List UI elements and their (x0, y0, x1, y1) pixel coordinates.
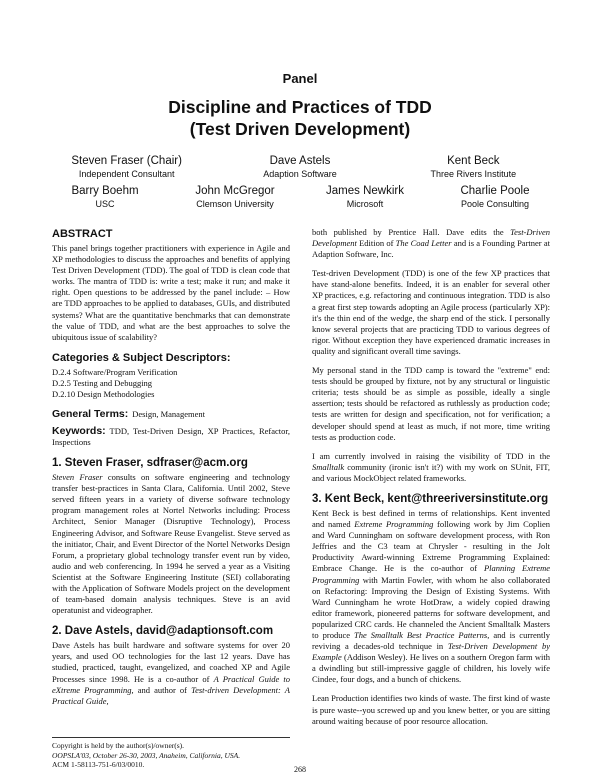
section-2-text (52, 640, 290, 707)
author-name: Steven Fraser (Chair) (71, 155, 182, 167)
author-row-2 (40, 184, 560, 210)
section-3-part: (Addison Wesley). He lives on a southern Oregon farm with a dwindling but still-impressive gaggle of children, his lovely wife Cindee, four dogs, and a bunch of chickens. (312, 652, 550, 685)
section-2-part: and is a Founding Partner at Adaption Software, Inc. (312, 238, 550, 260)
author-name: Dave Astels (269, 155, 331, 167)
section-3-part: with Martin Fowler, with whom he also collaborated on Refactoring: Improving the Design of Existing Systems. With Ward Cunningham he wrote HotDraw, a widely copied drawing editor framework, pioneered patterns for software development, and popularized CRC cards. He channeled the Ancient Smalltalk Masters to produce (312, 574, 550, 640)
author-affiliation: Clemson University (196, 199, 274, 209)
book-title: Test-driven Development: A Practical Guide, (52, 684, 290, 706)
abstract-heading: ABSTRACT (52, 228, 113, 240)
author-poole (430, 184, 560, 210)
general-terms (52, 404, 290, 422)
general-terms-heading: General Terms: (52, 407, 129, 420)
keywords-value: TDD, Test-Driven Design, XP Practices, Refactor, Inspections (52, 425, 290, 447)
book-title: The Smalltalk Best Practice Patterns (354, 630, 488, 640)
tdd-paragraph-1: Test-driven Development (TDD) is one of the few XP practices that have stand-alone benefits. Indeed, it is an enabler for several other XP practices, e.g. refactoring and continuous integration. TDD is also a great first step towards adopting an Agile process (particularly XP): it's the thin end of the wedge, the sharp end of the stick. I personally know several projects that are practicing TDD to various degrees of rigor. Without exception they have experienced dramatic increases in quality and significant overall time savings. (312, 268, 550, 356)
section-2-part: , and author of (131, 684, 192, 695)
author-affiliation: USC (95, 199, 115, 209)
author-name: James Newkirk (326, 185, 404, 197)
right-column (312, 227, 550, 727)
author-name: Barry Boehm (71, 185, 139, 197)
tdd-paragraph-3 (312, 451, 550, 484)
author-affiliation: Independent Consultant (78, 169, 175, 179)
tdd-paragraph-2: My personal stand in the TDD camp is toward the "extreme" end: tests should be grouped by fixture, not by any structural or linguistic criteria; tests should be as simple as possible, ideally a single assertion; tests should be refactored as ruthlessly as production code; tests are written for design and specification, not for verification; a developer should spend at least as much, if not more, time writing tests as production code. (312, 365, 550, 442)
category-item: D.2.4 Software/Program Verification (52, 366, 178, 377)
author-affiliation: Poole Consulting (460, 199, 530, 209)
author-row-1 (40, 154, 560, 180)
conference-line (52, 751, 290, 761)
paper-title (0, 96, 600, 140)
author-name: John McGregor (195, 185, 275, 197)
general-terms-value: Design, Management (132, 408, 205, 419)
section-3-text (312, 508, 550, 686)
book-title: A Practical Guide to eXtreme Programming (52, 673, 290, 695)
category-item: D.2.5 Testing and Debugging (52, 377, 153, 388)
category-item: D.2.10 Design Methodologies (52, 388, 155, 399)
page-number: 268 (294, 765, 306, 774)
section-1-body: consults on software engineering and technology transfer best-practices in Santa Clara, California. Until 2002, Steve served fifteen years in a variety of diverse software technology program management roles at Nortel Networks including: Process Architect, Senior Manager (Disruptive Technology), Process Engineering Advisor, and Software Reuse Evangelist. Steve served as the initiator, Chair, and Event Director of the Nortel Networks Design Forum, a proprietary global technology transfer event run by video, audio and web conferencing. In 1994 he served a year as a Visiting Scientist at the Software Engineering Institute (SEI) collaborating with the Application of Software Models project on the development of team-based domain analysis techniques. Steve is an avid operatunist and videographer. (52, 472, 290, 616)
paragraph-part: community (ironic isn't it?) with my work on SUnit, FIT, and various MockObject related frameworks. (312, 461, 550, 483)
author-name: Charlie Poole (460, 185, 530, 197)
section-1-text (52, 472, 290, 616)
paragraph-part: I am currently involved in raising the visibility of TDD in the (312, 450, 550, 461)
panel-label: Panel (282, 71, 318, 86)
author-newkirk (300, 184, 430, 210)
categories-list (52, 367, 290, 400)
section-3-paragraph-2: Lean Production identifies two kinds of waste. The first kind of waste is pure waste--you screwed up and you knew better, or you are sitting around waiting because of poor resource allocation. (312, 693, 550, 726)
author-beck (387, 154, 560, 180)
categories-heading: Categories & Subject Descriptors: (52, 351, 231, 364)
paragraph-emphasis: Smalltalk (312, 461, 345, 472)
section-1-lead: Steven Fraser (52, 472, 103, 483)
book-title: Extreme Programming (354, 519, 434, 530)
book-title: Test-Driven Development by Example (312, 641, 551, 663)
author-affiliation: Adaption Software (263, 169, 337, 179)
section-1-heading: 1. Steven Fraser, sdfraser@acm.org (52, 457, 248, 470)
author-astels (213, 154, 386, 180)
author-fraser (40, 154, 213, 180)
acm-line: ACM 1-58113-751-6/03/0010. (52, 760, 145, 769)
book-title: Test-Driven Development (312, 227, 550, 249)
conference-text: OOPSLA'03, October 26-30, 2003, Anaheim, California, USA. (52, 750, 241, 760)
section-3-part: , and is currently reviving a decades-old technique in (312, 630, 550, 652)
author-affiliation: Three Rivers Institute (430, 169, 517, 179)
author-mcgregor (170, 184, 300, 210)
author-boehm (40, 184, 170, 210)
author-affiliation: Microsoft (346, 199, 384, 209)
section-2-heading: 2. Dave Astels, david@adaptionsoft.com (52, 625, 274, 638)
section-3-part: following work by Jim Coplien and Ward Cunningham on software development process, with Ron Jeffries and the C3 team at Chrysler - resulting in the Jolt Productivity Award-winning Extreme Programming Explained: Embrace Change. He is the co-author of (312, 519, 550, 574)
author-name: Kent Beck (447, 155, 500, 167)
section-3-heading: 3. Kent Beck, kent@threeriversinstitute.org (312, 492, 549, 505)
keywords-heading: Keywords: (52, 424, 106, 437)
section-2-continued (312, 227, 550, 260)
copyright-line: Copyright is held by the author(s)/owner(s). (52, 741, 185, 750)
section-2-part: Edition of (356, 238, 396, 249)
section-3-part: Kent Beck is best defined in terms of relationships. Kent invented and named (312, 507, 550, 530)
section-2-part: both published by Prentice Hall. Dave edits the (312, 227, 511, 237)
keywords (52, 426, 290, 448)
book-title: Planning Extreme Programming (312, 563, 551, 585)
title-line-1: Discipline and Practices of TDD (168, 97, 432, 117)
title-line-2: (Test Driven Development) (189, 119, 411, 139)
abstract-text: This panel brings together practitioners with experience in Agile and XP methodologies to discuss the approaches and benefits of applying Test Driven Development (TDD). The goal of TDD is clean code that works. The mantra of TDD is: write a test; make it run; and make it right. Open questions to be addressed by the panel include: – How are TDD approaches to be applied to databases, GUIs, and distributed systems? What are the quantitative benchmarks that can demonstrate the value of TDD, and what are the best approaches to solve the ubiquitous issue of scalability? (52, 243, 290, 342)
section-2-part: Dave Astels has built hardware and software systems for over 20 years, and used OO technologies for the last 12 years. Dave has studied, practiced, taught, evangelized, and coached XP and Agile Processes since 1998. He is a co-author of (52, 640, 290, 684)
left-column (52, 227, 290, 707)
book-title: The Coad Letter (395, 238, 452, 249)
